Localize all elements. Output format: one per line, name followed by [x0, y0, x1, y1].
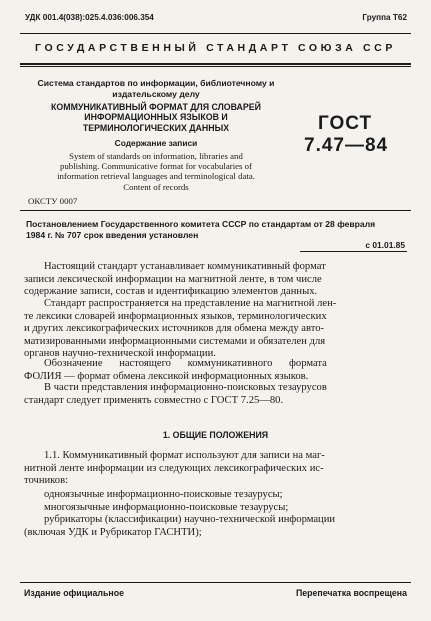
text-line: Обозначение настоящего коммуникативного формата — [44, 358, 327, 369]
text-line: Настоящий стандарт устанавливает коммуникативный формат — [44, 261, 326, 272]
text-line: содержание записи, состав и идентификацию элементов данных. — [24, 286, 318, 297]
paragraph-thesauri — [24, 382, 407, 407]
list-item — [24, 514, 407, 539]
okstu-code: ОКСТУ 0007 — [28, 196, 78, 206]
footer-official: Издание официальное — [24, 588, 124, 598]
group-code: Группа Т62 — [362, 13, 407, 22]
list-item: одноязычные информационно-поисковые тезаурусы; — [44, 489, 283, 500]
title-line: КОММУНИКАТИВНЫЙ ФОРМАТ ДЛЯ СЛОВАРЕЙ — [51, 102, 261, 112]
text-line: (включая УДК и Рубрикатор ГАСНТИ); — [24, 526, 202, 538]
title-rule-thin — [20, 66, 411, 67]
title-line: ТЕРМИНОЛОГИЧЕСКИХ ДАННЫХ — [82, 122, 230, 133]
decree-rule — [20, 210, 411, 211]
standard-title: ГОСУДАРСТВЕННЫЙ СТАНДАРТ СОЮЗА ССР — [35, 42, 396, 54]
udk-code: УДК 001.4(038):025.4.036:006.354 — [25, 13, 154, 22]
text-line: те лексики словарей информационных языков, терминологических — [24, 310, 327, 322]
decree-line: 1984 г. № 707 срок введения установлен — [26, 230, 199, 240]
text-line: стандарт следует применять совместно с ГОСТ 7.25—80. — [24, 394, 284, 406]
document-subtitle: Содержание записи — [114, 138, 198, 148]
text-line: Стандарт распространяется на представление на магнитной лен- — [44, 298, 337, 309]
title-line: ИНФОРМАЦИОННЫХ ЯЗЫКОВ И — [84, 112, 228, 123]
english-line: information retrieval languages and terminological data. — [57, 171, 255, 182]
top-rule — [20, 33, 411, 34]
text-line: В части представления информационно-поисковых тезаурусов — [44, 382, 327, 393]
english-title — [26, 151, 286, 192]
english-line: Content of records — [123, 181, 189, 192]
gost-label: ГОСТ — [318, 113, 373, 134]
english-line: System of standards on information, libraries and — [69, 151, 243, 161]
title-rule-thick — [20, 63, 411, 65]
document-title — [26, 102, 286, 133]
system-of-standards — [26, 78, 286, 99]
text-line: записи лексической информации на магнитной ленте, в том числе — [24, 273, 322, 285]
paragraph-application — [24, 298, 407, 361]
text-line: точников: — [24, 475, 69, 486]
date-rule — [300, 251, 407, 252]
text-line: нитной ленте информации из следующих лексикографических ис- — [24, 462, 324, 474]
text-line: матизированными информационными системами и обязателен для — [24, 335, 326, 347]
system-line: издательскому делу — [112, 88, 200, 99]
paragraph-1-1 — [24, 450, 407, 488]
effective-date: с 01.01.85 — [365, 240, 405, 250]
section-heading: 1. ОБЩИЕ ПОЛОЖЕНИЯ — [162, 430, 269, 440]
footer-reprint: Перепечатка воспрещена — [295, 588, 407, 598]
text-line: органов научно-технической информации. — [24, 348, 216, 359]
system-line: Система стандартов по информации, библиотечному и — [37, 78, 275, 88]
text-line: рубрикаторы (классификации) научно-технической информации — [44, 514, 336, 525]
list-item: многоязычные информационно-поисковые тезаурусы; — [44, 501, 289, 513]
paragraph-scope — [24, 261, 407, 299]
text-line: ФОЛИЯ — формат обмена лексикой информационных языков. — [24, 370, 309, 382]
text-line: 1.1. Коммуникативный формат используют для записи на маг- — [44, 450, 325, 461]
decree-line: Постановлением Государственного комитета СССР по стандартам от 28 февраля — [26, 219, 376, 229]
paragraph-designation — [24, 358, 407, 383]
text-line: и других лексикографических источников для обмена между авто- — [24, 323, 325, 334]
gost-number: 7.47—84 — [304, 135, 389, 156]
english-line: publishing. Communicative format for vocabularies of — [59, 161, 253, 172]
decree-text — [26, 219, 406, 241]
footer-rule — [20, 582, 411, 583]
